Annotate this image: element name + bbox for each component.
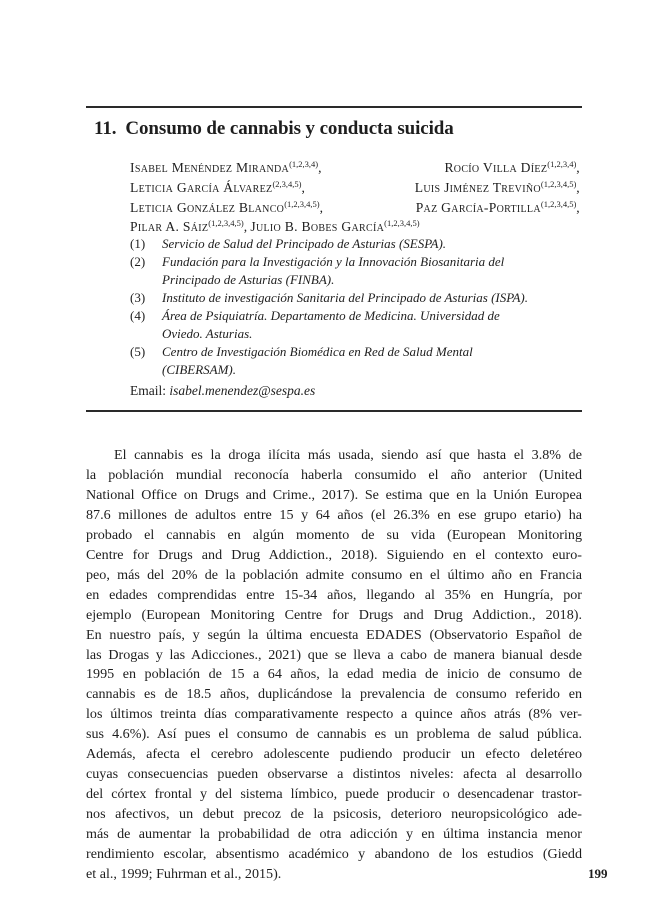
body-line: Además, afecta el cerebro adolescente pudiendo producir un efecto deletéreo [86, 746, 582, 763]
author-affiliation-marks: (1,2,3,4,5) [540, 198, 577, 209]
body-line: 1995 en población de 15 a 64 años, la edad media de inicio de consumo de [86, 666, 582, 683]
affiliation-text: Fundación para la Investigación y la Innovación Biosanitaria del Principado de Asturias (FINBA). [162, 254, 505, 287]
affiliation-number: (4) [130, 308, 146, 323]
body-line: los últimos treinta días comparativamente respecto a quince años atrás (8% ver- [86, 706, 582, 723]
bottom-rule [86, 410, 582, 412]
contact-email [130, 383, 315, 399]
author-affiliation-marks: (2,3,4,5) [272, 178, 302, 189]
chapter-number: 11. [94, 118, 117, 139]
affiliation-text: Centro de Investigación Biomédica en Red de Salud Mental (CIBERSAM). [162, 344, 473, 377]
page-number: 199 [588, 866, 608, 881]
affiliation-number: (5) [130, 344, 146, 359]
body-line: El cannabis es la droga ilícita más usada, siendo así que hasta el 3.8% de [114, 447, 582, 463]
author-name: Julio B. Bobes García$^{(1,2,3,4,5)}$ [250, 218, 420, 235]
body-line: En nuestro país, y según la última encuesta EDADES (Observatorio Español de [86, 626, 582, 643]
body-line: 87.6 millones de adultos entre 15 y 64 años (el 26.3% en ese grupo etario) ha [86, 506, 582, 523]
body-line: et al., 1999; Fuhrman et al., 2015). [86, 866, 282, 883]
body-line: probado el cannabis en algún momento de su vida (European Monitoring [86, 526, 582, 543]
author-name: Leticia García Álvarez$^{(2,3,4,5)}$, [130, 178, 306, 195]
body-line: las Drogas y las Adicciones., 2021) que se lleva a cabo de manera bianual desde [86, 646, 582, 663]
author-affiliation-marks: (1,2,3,4,5) [208, 218, 244, 229]
author-line [130, 198, 580, 218]
author-line [130, 178, 580, 198]
affiliation-number: (2) [130, 254, 146, 269]
author-name: Pilar A. Sáiz$^{(1,2,3,4,5)}$, [130, 218, 248, 235]
top-rule [86, 106, 582, 108]
author-affiliation-marks: (1,2,3,4) [289, 159, 319, 169]
author-affiliation-marks: (1,2,3,4,5) [284, 198, 320, 209]
email-address[interactable]: isabel.menendez@sespa.es [169, 383, 316, 398]
author-list [130, 158, 580, 237]
affiliation-item [130, 235, 582, 253]
affiliation-list [130, 235, 582, 379]
chapter-title [94, 118, 454, 140]
affiliation-number: (3) [130, 290, 146, 305]
body-line: National Office on Drugs and Crime., 2017). Se estima que en la Unión Europea [86, 486, 582, 503]
author-name: Rocío Villa Díez$^{(1,2,3,4)}$, [444, 159, 580, 175]
body-line: rendimiento escolar, absentismo académico y abandono de los estudios (Giedd [86, 846, 582, 863]
author-name: Luis Jiménez Treviño$^{(1,2,3,4,5)}$, [414, 178, 580, 195]
body-line: cuyas consecuencias pueden observarse a distintos niveles: afecta al desarrollo [86, 766, 582, 783]
body-line: peo, más del 20% de la población admite consumo en el último año en Francia [86, 566, 582, 583]
body-line: sus 4.6%). Así pues el consumo de cannabis es un problema de salud pública. [86, 726, 582, 743]
body-line: cannabis es de 18.5 años, duplicándose la prevalencia de consumo referido en [86, 686, 582, 703]
author-affiliation-marks: (1,2,3,4) [547, 159, 577, 169]
affiliation-item [130, 289, 582, 307]
affiliation-text: Instituto de investigación Sanitaria del Principado de Asturias (ISPA). [162, 290, 529, 305]
author-line [130, 158, 580, 178]
author-affiliation-marks: (1,2,3,4,5) [384, 218, 420, 229]
affiliation-item [130, 307, 582, 343]
author-name: Paz García-Portilla$^{(1,2,3,4,5)}$, [415, 198, 580, 215]
body-line: nos afectivos, un debut precoz de la psicosis, deterioro neuropsicológico ade- [86, 806, 582, 823]
affiliation-text: Área de Psiquiatría. Departamento de Medicina. Universidad de Oviedo. Asturias. [162, 308, 500, 341]
affiliation-number: (1) [130, 236, 146, 251]
email-label: Email: [130, 383, 166, 398]
chapter-title-text: Consumo de cannabis y conducta suicida [125, 118, 454, 139]
body-line: más de aumentar la probabilidad de otra adicción y en última instancia menor [86, 826, 582, 843]
affiliation-text: Servicio de Salud del Principado de Asturias (SESPA). [162, 236, 447, 251]
affiliation-item [130, 253, 582, 289]
body-line: del córtex frontal y del sistema límbico, puede producir o desencadenar trastor- [86, 786, 582, 803]
author-name: Isabel Menéndez Miranda$^{(1,2,3,4)}$, [130, 159, 322, 175]
affiliation-item [130, 343, 582, 379]
author-affiliation-marks: (1,2,3,4,5) [540, 178, 577, 189]
body-line: la población mundial reconocía haberla consumido el año anterior (United [86, 466, 582, 483]
body-line: ejemplo (European Monitoring Centre for Drugs and Drug Addiction., 2018). [86, 606, 582, 623]
body-paragraph [86, 446, 582, 885]
author-name: Leticia González Blanco$^{(1,2,3,4,5)}$, [130, 198, 324, 215]
body-line: Centre for Drugs and Drug Addiction., 2018). Siguiendo en el contexto euro- [86, 546, 582, 563]
body-line: en edades comprendidas entre 15-34 años, llegando al 35% en Hungría, por [86, 586, 582, 603]
